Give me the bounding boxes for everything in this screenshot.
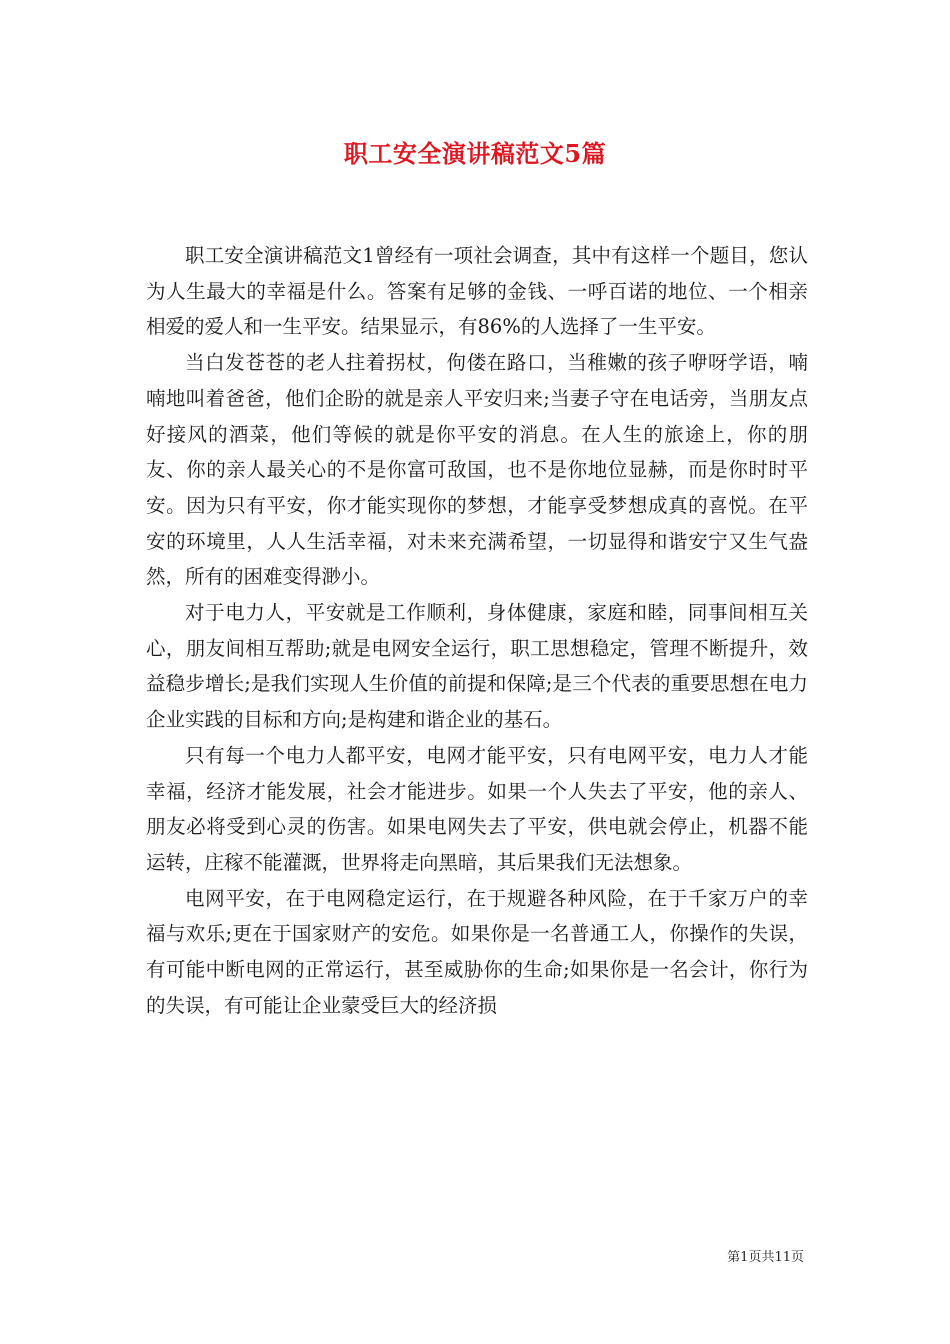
paragraph: 对于电力人，平安就是工作顺利，身体健康，家庭和睦，同事间相互关心，朋友间相互帮助;就是电网安全运行，职工思想稳定，管理不断提升，效益稳步增长;是我们实现人生价值的前提和保障;是三个代表的重要思想在电力企业实践的目标和方向;是构建和谐企业的基石。 bbox=[146, 601, 808, 732]
paragraph: 职工安全演讲稿范文1曾经有一项社会调查，其中有这样一个题目，您认为人生最大的幸福是什么。答案有足够的金钱、一呼百诺的地位、一个相亲相爱的爱人和一生平安。结果显示，有86%的人选择了一生平安。 bbox=[146, 244, 808, 339]
paragraph: 只有每一个电力人都平安，电网才能平安，只有电网平安，电力人才能幸福，经济才能发展，社会才能进步。如果一个人失去了平安，他的亲人、朋友必将受到心灵的伤害。如果电网失去了平安，供电就会停止，机器不能运转，庄稼不能灌溉，世界将走向黑暗，其后果我们无法想象。 bbox=[146, 743, 808, 874]
document-body bbox=[146, 238, 808, 1023]
document-title: 职工安全演讲稿范文5篇 bbox=[343, 139, 607, 168]
paragraph: 当白发苍苍的老人拄着拐杖，佝偻在路口，当稚嫩的孩子咿呀学语，喃喃地叫着爸爸，他们企盼的就是亲人平安归来;当妻子守在电话旁，当朋友点好接风的酒菜，他们等候的就是你平安的消息。在人生的旅途上，你的朋友、你的亲人最关心的不是你富可敌国，也不是你地位显赫，而是你时时平安。因为只有平安，你才能实现你的梦想，才能享受梦想成真的喜悦。在平安的环境里，人人生活幸福，对未来充满希望，一切显得和谐安宁又生气盎然，所有的困难变得渺小。 bbox=[146, 351, 808, 589]
paragraph: 电网平安，在于电网稳定运行，在于规避各种风险，在于千家万户的幸福与欢乐;更在于国家财产的安危。如果你是一名普通工人，你操作的失误，有可能中断电网的正常运行，甚至威胁你的生命;如果你是一名会计，你行为的失误，有可能让企业蒙受巨大的经济损 bbox=[146, 886, 808, 1017]
page-number-footer: 第1页共11页 bbox=[727, 1250, 804, 1265]
